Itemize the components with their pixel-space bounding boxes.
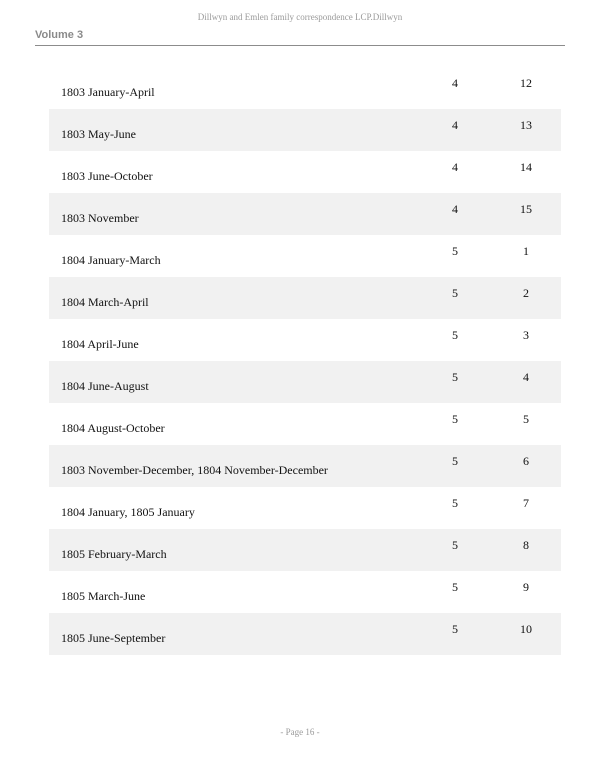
row-folder-number: 2: [523, 286, 529, 300]
row-box-number: 5: [452, 454, 458, 468]
container-row: [49, 109, 561, 151]
row-folder-number: 6: [523, 454, 529, 468]
running-header: Dillwyn and Emlen family correspondence LCP.Dillwyn: [197, 12, 403, 22]
container-row: [49, 67, 561, 109]
container-row: [49, 403, 561, 445]
row-folder-number: 4: [523, 370, 529, 384]
container-row: [49, 445, 561, 487]
row-title: 1803 November: [61, 211, 139, 225]
row-title: 1804 January, 1805 January: [61, 505, 195, 519]
container-row: [49, 319, 561, 361]
row-title: 1803 May-June: [61, 127, 136, 141]
row-title: 1805 February-March: [61, 547, 167, 561]
header-divider: [35, 45, 565, 46]
container-row: [49, 151, 561, 193]
row-folder-number: 12: [520, 76, 532, 90]
container-row: [49, 235, 561, 277]
row-box-number: 5: [452, 286, 458, 300]
row-folder-number: 1: [523, 244, 529, 258]
row-title: 1804 March-April: [61, 295, 149, 309]
row-box-number: 5: [452, 580, 458, 594]
container-row: [49, 613, 561, 655]
row-box-number: 4: [452, 118, 458, 132]
row-box-number: 5: [452, 496, 458, 510]
row-folder-number: 13: [520, 118, 532, 132]
row-title: 1803 June-October: [61, 169, 153, 183]
page-number: - Page 16 -: [280, 727, 320, 737]
container-row: [49, 277, 561, 319]
container-row: [49, 487, 561, 529]
row-title: 1804 June-August: [61, 379, 149, 393]
container-list: [49, 67, 561, 655]
row-box-number: 5: [452, 370, 458, 384]
row-folder-number: 14: [520, 160, 532, 174]
row-folder-number: 7: [523, 496, 529, 510]
row-title: 1805 March-June: [61, 589, 146, 603]
row-box-number: 5: [452, 538, 458, 552]
row-folder-number: 10: [520, 622, 532, 636]
container-row: [49, 571, 561, 613]
row-folder-number: 9: [523, 580, 529, 594]
row-folder-number: 8: [523, 538, 529, 552]
row-title: 1804 August-October: [61, 421, 165, 435]
row-title: 1805 June-September: [61, 631, 166, 645]
row-title: 1804 April-June: [61, 337, 139, 351]
container-row: [49, 529, 561, 571]
row-folder-number: 5: [523, 412, 529, 426]
row-folder-number: 3: [523, 328, 529, 342]
row-title: 1803 November-December, 1804 November-December: [61, 463, 328, 477]
row-box-number: 5: [452, 412, 458, 426]
row-box-number: 4: [452, 202, 458, 216]
row-box-number: 5: [452, 622, 458, 636]
container-row: [49, 193, 561, 235]
row-title: 1804 January-March: [61, 253, 161, 267]
row-box-number: 5: [452, 244, 458, 258]
container-row: [49, 361, 561, 403]
row-folder-number: 15: [520, 202, 532, 216]
row-box-number: 4: [452, 160, 458, 174]
row-box-number: 5: [452, 328, 458, 342]
row-box-number: 4: [452, 76, 458, 90]
section-title: Volume 3: [35, 29, 84, 41]
row-title: 1803 January-April: [61, 85, 155, 99]
